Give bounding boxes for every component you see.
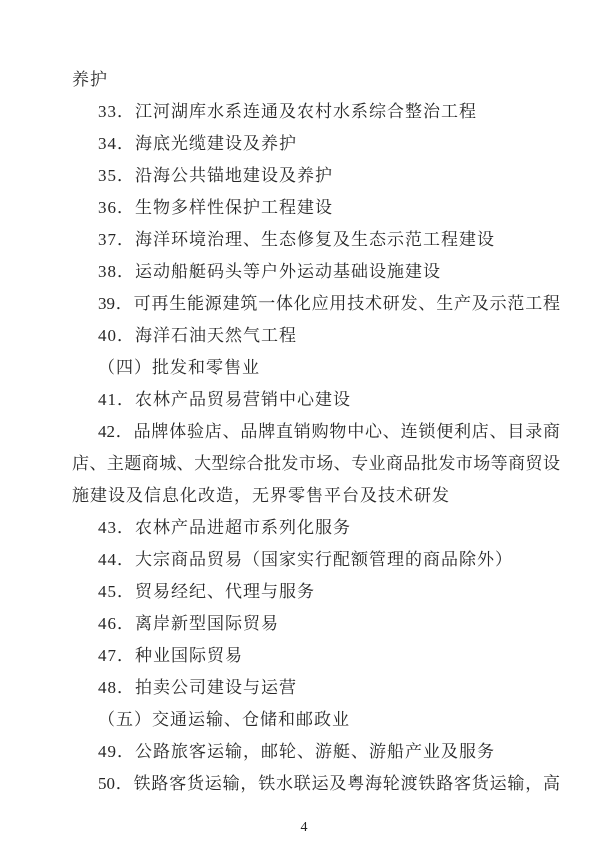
list-item-37: 37．海洋环境治理、生态修复及生态示范工程建设 [98, 230, 495, 249]
list-item-45: 45．贸易经纪、代理与服务 [98, 582, 315, 601]
list-item-39: 39．可再生能源建筑一体化应用技术研发、生产及示范工程 [98, 294, 560, 313]
page-number: 4 [300, 820, 308, 835]
list-item-38: 38．运动船艇码头等户外运动基础设施建设 [98, 262, 441, 281]
list-item-47: 47．种业国际贸易 [98, 646, 243, 665]
section-heading-5: （五）交通运输、仓储和邮政业 [98, 710, 350, 729]
list-item-42-line-1: 42．品牌体验店、品牌直销购物中心、连锁便利店、目录商 [98, 422, 560, 441]
section-heading-4: （四）批发和零售业 [98, 358, 260, 377]
list-item-46: 46．离岸新型国际贸易 [98, 614, 279, 633]
list-item-50: 50．铁路客货运输，铁水联运及粤海轮渡铁路客货运输，高 [98, 774, 560, 793]
list-item-41: 41．农林产品贸易营销中心建设 [98, 390, 351, 409]
list-item-33: 33．江河湖库水系连通及农村水系综合整治工程 [98, 102, 477, 121]
list-item-35: 35．沿海公共锚地建设及养护 [98, 166, 333, 185]
carryover-line: 养护 [72, 70, 108, 89]
list-item-36: 36．生物多样性保护工程建设 [98, 198, 333, 217]
list-item-42-line-2: 店、主题商城、大型综合批发市场、专业商品批发市场等商贸设 [72, 454, 560, 473]
list-item-40: 40．海洋石油天然气工程 [98, 326, 297, 345]
list-item-34: 34．海底光缆建设及养护 [98, 134, 297, 153]
list-item-44: 44．大宗商品贸易（国家实行配额管理的商品除外） [98, 550, 513, 569]
list-item-42-line-3: 施建设及信息化改造，无界零售平台及技术研发 [72, 486, 450, 505]
list-item-49: 49．公路旅客运输，邮轮、游艇、游船产业及服务 [98, 742, 495, 761]
list-item-43: 43．农林产品进超市系列化服务 [98, 518, 351, 537]
document-body [72, 64, 560, 800]
list-item-48: 48．拍卖公司建设与运营 [98, 678, 297, 697]
